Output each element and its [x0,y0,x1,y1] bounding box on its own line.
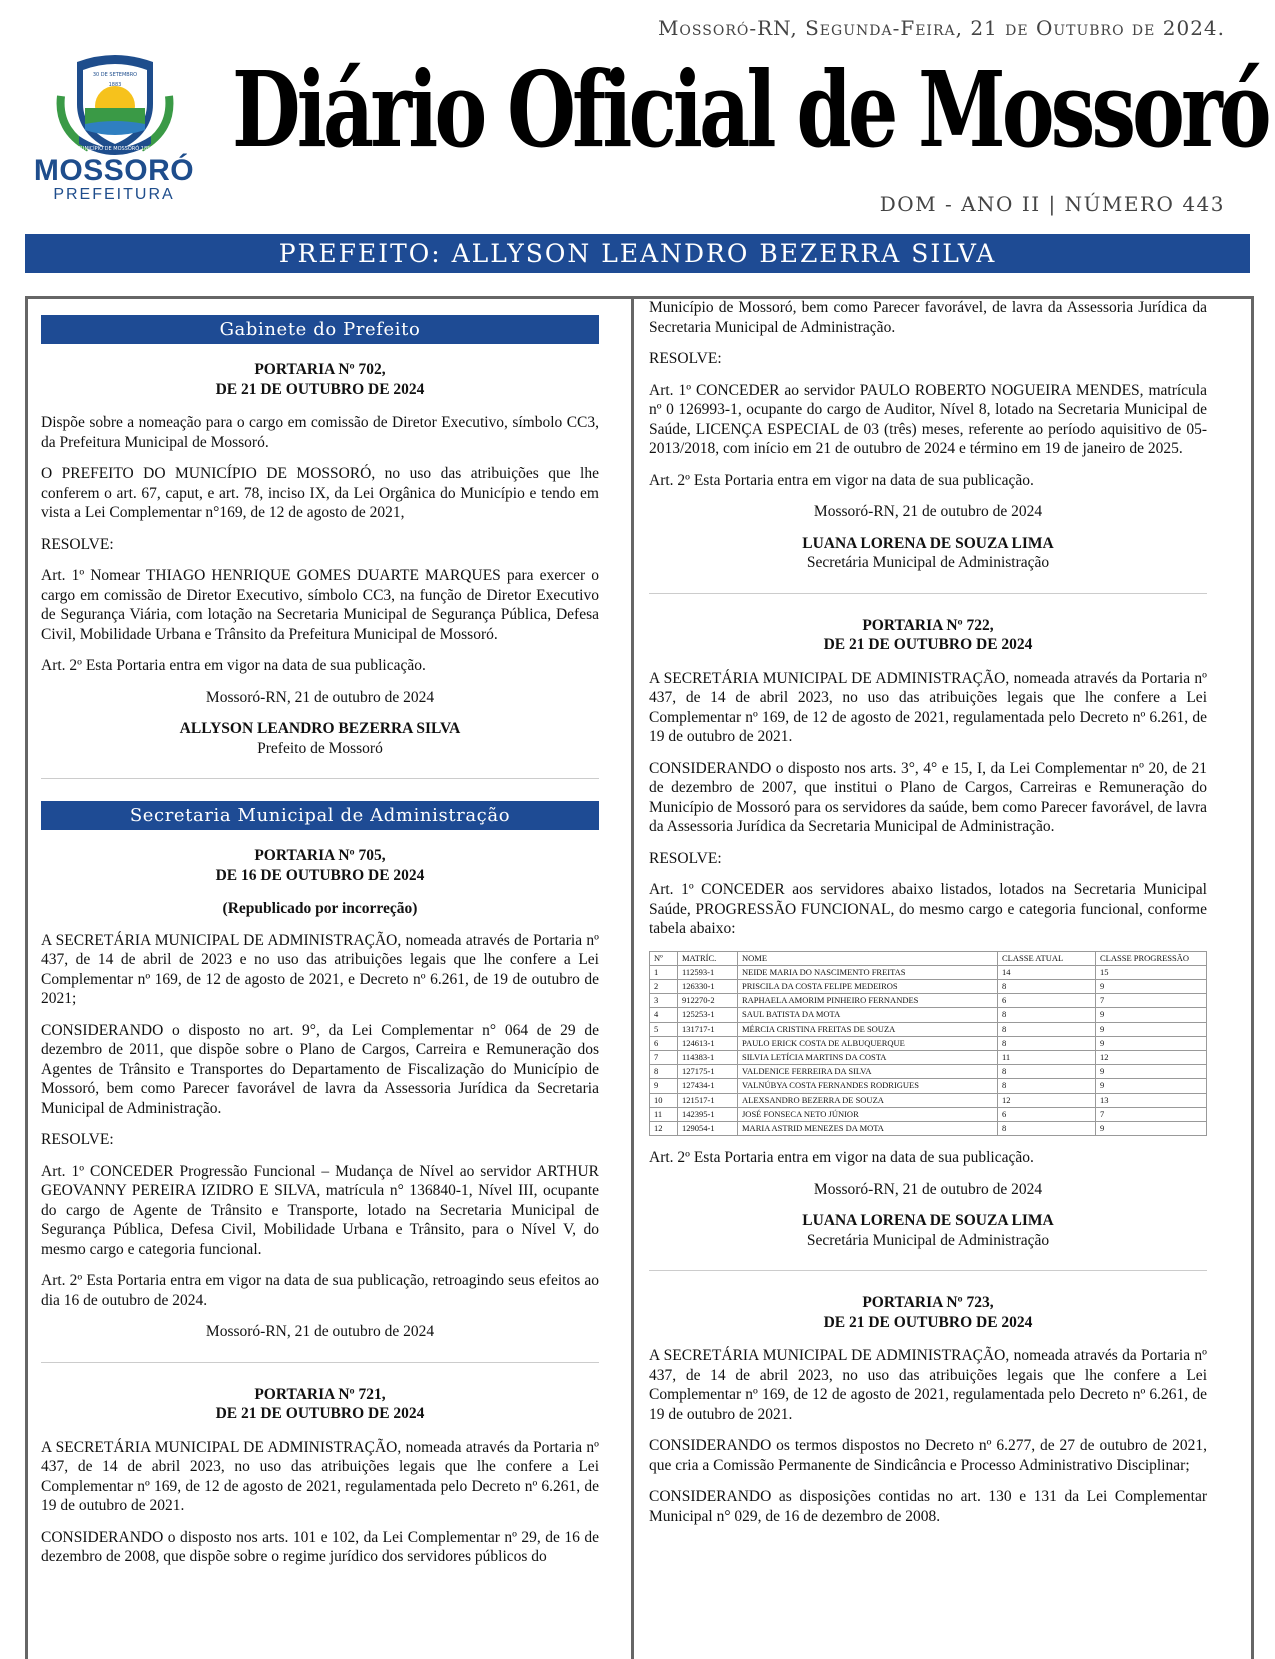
left-column [41,303,599,1579]
table-cell: 6 [998,1107,1096,1121]
table-cell: 3 [650,994,678,1008]
table-cell: 13 [1096,1093,1207,1107]
table-row [650,1008,1207,1022]
portaria-722-title: PORTARIA Nº 722, DE 21 DE OUTUBRO DE 2024 [823,616,1033,653]
portaria-721-title: PORTARIA Nº 721, DE 21 DE OUTUBRO DE 2024 [215,1385,425,1422]
table-cell: 8 [998,1121,1096,1135]
paragraph: RESOLVE: [41,1131,114,1148]
signer-role: Secretária Municipal de Administração [806,1231,1050,1249]
table-row [650,1022,1207,1036]
table-cell: PRISCILA DA COSTA FELIPE MEDEIROS [738,979,998,993]
paragraph: Art. 1º CONCEDER aos servidores abaixo listados, lotados na Secretaria Municipal Saúde, PROGRESSÃO FUNCIONAL, do mesmo cargo e categoria funcional, conforme tabela abaixo: [649,881,1207,937]
svg-text:1883: 1883 [108,82,122,88]
table-cell: 11 [650,1107,678,1121]
progression-table [649,951,1207,1137]
table-cell: NEIDE MARIA DO NASCIMENTO FREITAS [738,965,998,979]
table-header-cell: NOME [738,951,998,965]
paragraph: RESOLVE: [41,535,114,553]
paragraph: RESOLVE: [649,849,722,867]
table-cell: 127175-1 [678,1065,738,1079]
paragraph: RESOLVE: [649,350,722,367]
table-cell: 112593-1 [678,965,738,979]
table-cell: 9 [1096,1008,1207,1022]
signer-name: LUANA LORENA DE SOUZA LIMA [802,534,1054,552]
table-cell: 6 [998,994,1096,1008]
table-row [650,1093,1207,1107]
table-cell: 9 [1096,1079,1207,1093]
svg-text:30 DE SETEMBRO: 30 DE SETEMBRO [92,72,138,78]
table-row [650,994,1207,1008]
mayor-banner: PREFEITO: ALLYSON LEANDRO BEZERRA SILVA [25,234,1250,273]
paragraph: A SECRETÁRIA MUNICIPAL DE ADMINISTRAÇÃO, nomeada através da Portaria nº 437, de 14 de abril 2023, no uso das atribuições legais que lhe confere a Lei Complementar nº 169, de 12 de agosto de 2021, regulamentada pelo Decreto nº 6.261, de 19 de outubro de 2021. [649,669,1207,745]
signer-name: ALLYSON LEANDRO BEZERRA SILVA [179,720,461,737]
section-header-administracao: Secretaria Municipal de Administração [41,801,599,830]
paragraph: CONSIDERANDO os termos dispostos no Decreto nº 6.277, de 27 de outubro de 2021, que cria a Comissão Permanente de Sindicância e Processo Administrativo Disciplinar; [649,1437,1207,1474]
table-cell: MÉRCIA CRISTINA FREITAS DE SOUZA [738,1022,998,1036]
table-row [650,965,1207,979]
republication-note: (Republicado por incorreção) [222,900,418,917]
paragraph: A SECRETÁRIA MUNICIPAL DE ADMINISTRAÇÃO, nomeada através da Portaria nº 437, de 14 de abril 2023, no uso das atribuições legais que lhe confere a Lei Complementar nº 169, de 12 de agosto de 2021, regulamentada pelo Decreto nº 6.261, de 19 de outubro de 2021. [649,1347,1207,1423]
table-cell: 124613-1 [678,1036,738,1050]
table-cell: 125253-1 [678,1008,738,1022]
paragraph: Município de Mossoró, bem como Parecer favorável, de lavra da Assessoria Jurídica da Secretaria Municipal de Administração. [649,299,1207,336]
table-header-cell: Nº [650,951,678,965]
paragraph: Art. 2º Esta Portaria entra em vigor na data de sua publicação. [649,471,1034,489]
table-row [650,1079,1207,1093]
table-cell: 131717-1 [678,1022,738,1036]
section-header-gabinete: Gabinete do Prefeito [41,315,599,344]
table-row [650,979,1207,993]
divider [41,1362,599,1363]
divider [649,1270,1207,1271]
paragraph: Art. 2º Esta Portaria entra em vigor na data de sua publicação, retroagindo seus efeitos ao dia 16 de outubro de 2024. [41,1272,599,1309]
table-cell: RAPHAELA AMORIM PINHEIRO FERNANDES [738,994,998,1008]
masthead-title: Diário Oficial de Mossoró [232,48,1268,171]
table-row [650,1107,1207,1121]
table-header-cell: CLASSE PROGRESSÃO [1096,951,1207,965]
svg-text:MUNICÍPIO DE MOSSORÓ 1852: MUNICÍPIO DE MOSSORÓ 1852 [76,146,154,152]
table-row [650,1121,1207,1135]
table-cell: 9 [1096,1065,1207,1079]
table-cell: 127434-1 [678,1079,738,1093]
table-cell: 12 [1096,1050,1207,1064]
table-cell: 12 [998,1093,1096,1107]
divider [649,593,1207,594]
place-date: Mossoró-RN, 21 de outubro de 2024 [813,1180,1043,1198]
table-cell: ALEXSANDRO BEZERRA DE SOUZA [738,1093,998,1107]
table-cell: 8 [998,979,1096,993]
paragraph: Art. 2º Esta Portaria entra em vigor na data de sua publicação. [41,657,426,674]
paragraph: CONSIDERANDO o disposto no art. 9°, da Lei Complementar n° 064 de 29 de dezembro de 2011, que dispõe sobre o Plano de Cargos, Carreira e Remuneração dos Agentes de Trânsito e Transportes do Departamento de Fiscalização do Município de Mossoró, bem como Parecer favorável de lavra da Assessoria Jurídica da Secretaria Municipal de Administração. [41,1021,599,1117]
paragraph: Art. 2º Esta Portaria entra em vigor na data de sua publicação. [649,1149,1034,1167]
table-cell: 7 [650,1050,678,1064]
table-cell: 14 [998,965,1096,979]
table-cell: JOSÉ FONSECA NETO JÚNIOR [738,1107,998,1121]
paragraph: O PREFEITO DO MUNICÍPIO DE MOSSORÓ, no uso das atribuições que lhe conferem o art. 67, caput, e art. 78, inciso IX, da Lei Orgânica do Município e tendo em vista a Lei Complementar n°169, de 12 de agosto de 2021, [41,465,599,521]
table-row [650,1065,1207,1079]
table-cell: SAUL BATISTA DA MOTA [738,1008,998,1022]
paragraph: A SECRETÁRIA MUNICIPAL DE ADMINISTRAÇÃO, nomeada através da Portaria nº 437, de 14 de abril 2023, no uso das atribuições legais que lhe confere a Lei Complementar nº 169, de 12 de agosto de 2021, regulamentada pelo Decreto nº 6.261, de 19 de outubro de 2021. [41,1438,599,1514]
paragraph: Art. 1º CONCEDER Progressão Funcional – Mudança de Nível ao servidor ARTHUR GEOVANNY PEREIRA IZIDRO E SILVA, matrícula n° 136840-1, Nível III, ocupante do cargo de Agente de Trânsito e Transporte, lotado na Secretaria Municipal de Segurança Pública, Defesa Civil, Mobilidade Urbana e Trânsito, para o Nível V, do mesmo cargo e categoria funcional. [41,1162,599,1258]
table-cell: 5 [650,1022,678,1036]
place-date: Mossoró-RN, 21 de outubro de 2024 [813,503,1043,520]
table-cell: 8 [998,1079,1096,1093]
logo-subtitle: PREFEITURA [53,186,175,203]
table-row [650,1050,1207,1064]
table-cell: SILVIA LETÍCIA MARTINS DA COSTA [738,1050,998,1064]
dateline: Mossoró-RN, Segunda-Feira, 21 de Outubro de 2024. [657,16,1225,40]
place-date: Mossoró-RN, 21 de outubro de 2024 [205,1323,435,1340]
table-cell: 8 [998,1008,1096,1022]
table-cell: 11 [998,1050,1096,1064]
table-cell: PAULO ERICK COSTA DE ALBUQUERQUE [738,1036,998,1050]
table-cell: 9 [1096,1121,1207,1135]
paragraph: Art. 1º Nomear THIAGO HENRIQUE GOMES DUARTE MARQUES para exercer o cargo em comissão de Diretor Executivo, símbolo CC3, na função de Diretor Executivo de Segurança Viária, com lotação na Secretaria Municipal de Segurança Pública, Defesa Civil, Mobilidade Urbana e Trânsito da Prefeitura Municipal de Mossoró. [41,567,599,643]
paragraph: A SECRETÁRIA MUNICIPAL DE ADMINISTRAÇÃO, nomeada através de Portaria nº 437, de 14 de abril de 2023 e no uso das atribuições legais que lhe confere a Lei Complementar nº 169, de 12 de agosto de 2021, e Decreto nº 6.261, de 19 de outubro de 2021; [41,931,599,1007]
table-cell: 8 [650,1065,678,1079]
place-date: Mossoró-RN, 21 de outubro de 2024 [205,688,435,706]
table-cell: 1 [650,965,678,979]
table-cell: 9 [1096,1022,1207,1036]
table-cell: 8 [998,1036,1096,1050]
table-cell: 9 [650,1079,678,1093]
table-cell: 126330-1 [678,979,738,993]
portaria-702-title: PORTARIA Nº 702, DE 21 DE OUTUBRO DE 2024 [215,361,425,398]
table-cell: 8 [998,1065,1096,1079]
edition-number: DOM - ANO II | NÚMERO 443 [879,192,1225,216]
mossoro-coat-of-arms-icon [55,48,175,156]
paragraph: Dispõe sobre a nomeação para o cargo em comissão de Diretor Executivo, símbolo CC3, da Prefeitura Municipal de Mossoró. [41,414,599,451]
table-cell: 4 [650,1008,678,1022]
table-header-cell: MATRÍC. [678,951,738,965]
table-cell: 912270-2 [678,994,738,1008]
paragraph: CONSIDERANDO o disposto nos arts. 101 e 102, da Lei Complementar nº 29, de 16 de dezembro de 2008, que dispõe sobre o regime jurídico dos servidores públicos do [41,1528,599,1565]
table-cell: 9 [1096,1036,1207,1050]
table-cell: 7 [1096,994,1207,1008]
table-header-cell: CLASSE ATUAL [998,951,1096,965]
column-divider [631,299,634,1659]
paragraph: CONSIDERANDO o disposto nos arts. 3°, 4° e 15, I, da Lei Complementar nº 20, de 21 de dezembro de 2007, que institui o Plano de Cargos, Carreiras e Remuneração do Município de Mossoró para os servidores da saúde, bem como Parecer favorável, de lavra da Assessoria Jurídica da Secretaria Municipal de Administração. [649,759,1207,835]
table-cell: 114383-1 [678,1050,738,1064]
table-cell: 142395-1 [678,1107,738,1121]
table-cell: 10 [650,1093,678,1107]
table-header-row [650,951,1207,965]
portaria-723-title: PORTARIA Nº 723, DE 21 DE OUTUBRO DE 2024 [823,1294,1033,1331]
table-cell: 7 [1096,1107,1207,1121]
signer-role: Prefeito de Mossoró [257,739,383,757]
table-cell: 8 [998,1022,1096,1036]
table-cell: 129054-1 [678,1121,738,1135]
table-cell: 6 [650,1036,678,1050]
table-cell: VALDENICE FERREIRA DA SILVA [738,1065,998,1079]
table-cell: 12 [650,1121,678,1135]
table-cell: 121517-1 [678,1093,738,1107]
table-cell: VALNÚBYA COSTA FERNANDES RODRIGUES [738,1079,998,1093]
signer-role: Secretária Municipal de Administração [806,554,1050,571]
divider [41,778,599,779]
paragraph: CONSIDERANDO as disposições contidas no art. 130 e 131 da Lei Complementar Municipal n° 029, de 16 de dezembro de 2008. [649,1488,1207,1525]
right-column [649,298,1207,1538]
table-cell: 2 [650,979,678,993]
paragraph: Art. 1º CONCEDER ao servidor PAULO ROBERTO NOGUEIRA MENDES, matrícula nº 0 126993-1, ocupante do cargo de Auditor, Nível 8, lotado na Secretaria Municipal de Saúde, LICENÇA ESPECIAL de 03 (três) meses, referente ao período aquisitivo de 05-2013/2018, com início em 21 de outubro de 2024 e término em 19 de janeiro de 2025. [649,381,1207,457]
logo-name: MOSSORÓ [33,154,195,187]
table-cell: 15 [1096,965,1207,979]
table-cell: 9 [1096,979,1207,993]
table-row [650,1036,1207,1050]
portaria-705-title: PORTARIA Nº 705, DE 16 DE OUTUBRO DE 2024 [215,847,425,884]
signer-name: LUANA LORENA DE SOUZA LIMA [802,1212,1054,1230]
table-cell: MARIA ASTRID MENEZES DA MOTA [738,1121,998,1135]
